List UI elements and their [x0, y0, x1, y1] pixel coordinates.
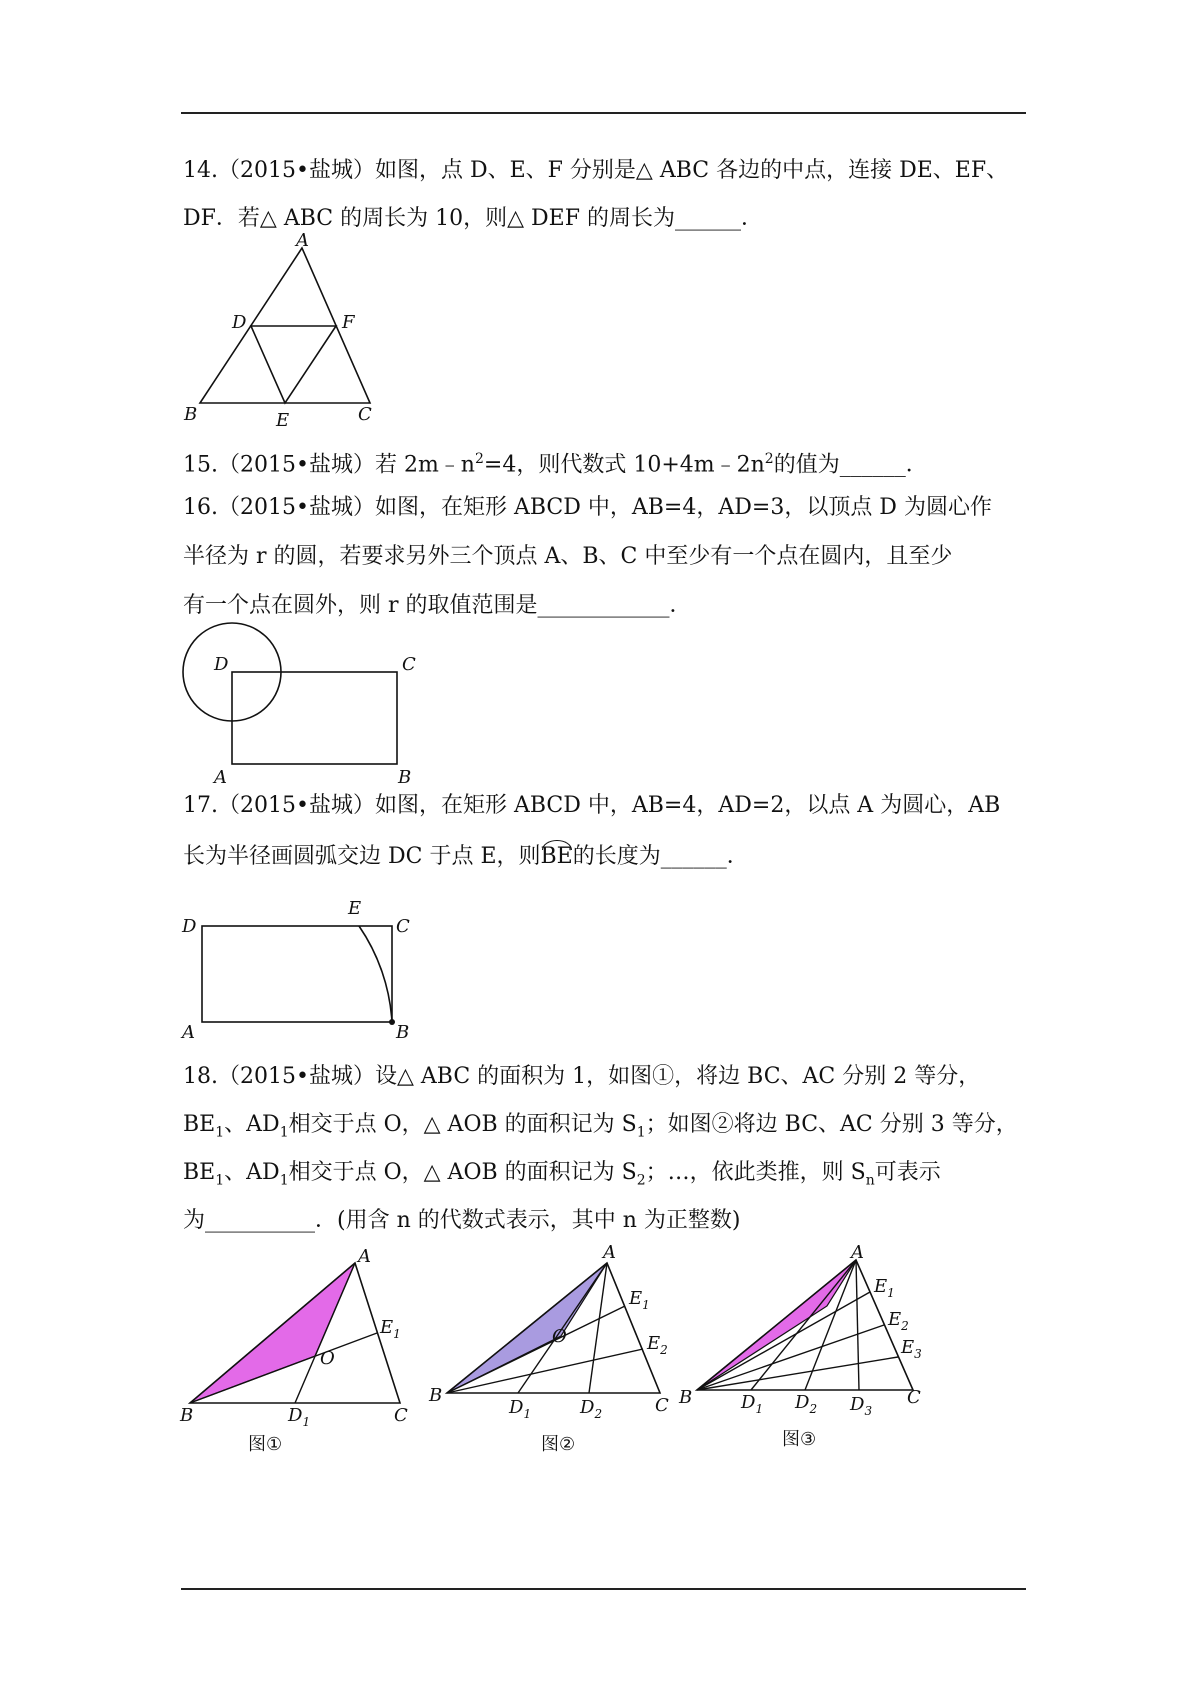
- label-E: E: [348, 898, 362, 919]
- q17-text-line1: 17.（2015•盐城）如图，在矩形 ABCD 中，AB=4，AD=2，以点 A 为圆心，AB: [183, 793, 1001, 818]
- label-D1: $D_1$: [288, 1405, 311, 1429]
- segment-ad1: [751, 1260, 856, 1390]
- label-D2: $D_2$: [795, 1392, 818, 1416]
- label-C: C: [655, 1395, 669, 1416]
- label-B: B: [396, 1022, 410, 1043]
- point-b: [389, 1019, 395, 1025]
- label-A: A: [296, 230, 309, 251]
- label-E1: $E_1$: [629, 1288, 650, 1312]
- arc-be: [359, 926, 392, 1022]
- q18-text-line4: 为__________．(用含 n 的代数式表示，其中 n 为正整数): [183, 1208, 741, 1233]
- figure-caption-1: 图①: [248, 1434, 283, 1455]
- footer-rule: [181, 1588, 1026, 1590]
- triangle-def: [251, 326, 336, 403]
- label-D: D: [182, 916, 197, 937]
- q14-text-line2: DF．若△ ABC 的周长为 10，则△ DEF 的周长为______．: [183, 206, 763, 231]
- label-E2: $E_2$: [647, 1333, 668, 1357]
- label-C: C: [394, 1405, 408, 1426]
- label-A: A: [214, 767, 227, 788]
- q14-figure: [180, 230, 380, 438]
- label-E1: $E_1$: [380, 1317, 401, 1341]
- q14-text-line1: 14.（2015•盐城）如图，点 D、E、F 分别是△ ABC 各边的中点，连接 DE、EF、: [183, 158, 1009, 183]
- label-D2: $D_2$: [580, 1397, 603, 1421]
- label-B: B: [398, 767, 412, 788]
- label-A: A: [851, 1242, 864, 1263]
- label-O: O: [320, 1348, 335, 1369]
- label-A: A: [182, 1022, 195, 1043]
- label-C: C: [358, 404, 372, 425]
- label-B: B: [180, 1405, 194, 1426]
- label-B: B: [679, 1387, 693, 1408]
- q17-text-line2: 长为半径画圆弧交边 DC 于点 E，则BE的长度为______．: [183, 842, 749, 872]
- label-D: D: [232, 312, 247, 333]
- arc-be: BE: [541, 842, 573, 872]
- q16-text-line1: 16.（2015•盐城）如图，在矩形 ABCD 中，AB=4，AD=3，以顶点 D 为圆心作: [183, 495, 992, 520]
- figure-caption-3: 图③: [782, 1429, 817, 1450]
- label-D3: $D_3$: [850, 1394, 873, 1418]
- header-rule: [181, 112, 1026, 114]
- label-E: E: [276, 410, 290, 431]
- label-B: B: [184, 404, 198, 425]
- q18-figure-3: [675, 1240, 940, 1455]
- q18-figure-1: [180, 1248, 420, 1458]
- q17-figure: [180, 892, 420, 1042]
- q18-figure-2: [425, 1238, 675, 1458]
- q18-text-line3: $BE_1$、$AD_1$相交于点 O，△ AOB 的面积记为 $S_2$；…，依此类推，则 $S_n$可表示: [183, 1160, 941, 1189]
- label-E3: $E_3$: [901, 1337, 922, 1361]
- label-D1: $D_1$: [509, 1397, 532, 1421]
- segment-ad3: [856, 1260, 859, 1390]
- label-E1: $E_1$: [874, 1276, 895, 1300]
- label-D1: $D_1$: [741, 1392, 764, 1416]
- label-F: F: [342, 312, 355, 333]
- rectangle-abcd: [232, 672, 397, 764]
- figure-caption-2: 图②: [541, 1434, 576, 1455]
- rectangle-abcd: [202, 926, 392, 1022]
- label-A: A: [603, 1242, 616, 1263]
- q18-text-line2: $BE_1$、$AD_1$相交于点 O，△ AOB 的面积记为 $S_1$；如图②将边 BC、AC 分别 3 等分，: [183, 1112, 1018, 1141]
- label-C: C: [396, 916, 410, 937]
- q18-text-line1: 18.（2015•盐城）设△ ABC 的面积为 1，如图①，将边 BC、AC 分别 2 等分，: [183, 1064, 981, 1089]
- label-C: C: [907, 1387, 921, 1408]
- segment-be1: [447, 1306, 625, 1393]
- q15-text: 15.（2015•盐城）若 $2m﹣n^2=4$，则代数式 $10+4m﹣2n^2$的值为______．: [183, 451, 928, 478]
- label-E2: $E_2$: [888, 1309, 909, 1333]
- label-C: C: [402, 654, 416, 675]
- q16-text-line2: 半径为 r 的圆，若要求另外三个顶点 A、B、C 中至少有一个点在圆内，且至少: [183, 544, 953, 569]
- q16-text-line3: 有一个点在圆外，则 r 的取值范围是____________．: [183, 593, 692, 618]
- label-O: O: [552, 1326, 567, 1347]
- segment-be2: [697, 1325, 884, 1390]
- label-A: A: [358, 1246, 371, 1267]
- label-B: B: [429, 1385, 443, 1406]
- label-D: D: [214, 654, 229, 675]
- q16-figure: [180, 620, 420, 788]
